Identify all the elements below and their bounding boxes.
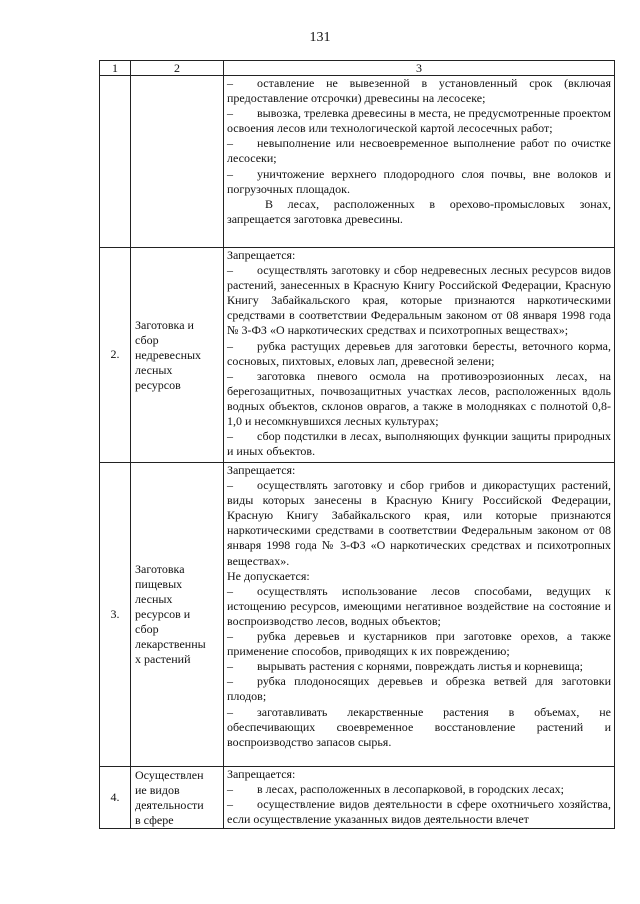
restriction-text: осуществление видов деятельности в сфере охотничьего хозяйства, если осуществление указанных видов деятельности влечет (227, 797, 611, 827)
restrictions-cell (224, 767, 615, 829)
restriction-text: вывозка, трелевка древесины в места, не предусмотренные проектом освоения лесов или технологической картой лесосечных работ; (227, 106, 611, 136)
activity-name-line: сбор (135, 332, 159, 347)
restriction-text: Запрещается: (227, 248, 296, 262)
dash-bullet-icon: – (227, 704, 233, 719)
table-header-row (100, 61, 615, 76)
row-number: 4. (100, 767, 131, 829)
row-number (100, 76, 131, 248)
activity-name-line: недревесных (135, 347, 202, 362)
activity-name-line: х растений (135, 652, 191, 666)
restriction-item (227, 705, 611, 750)
table-row (100, 767, 615, 829)
activity-name (131, 248, 224, 463)
activity-name (131, 76, 224, 248)
restriction-heading (227, 248, 611, 263)
restriction-text: оставление не вывезенной в установленный срок (включая предоставление отсрочки) древесины на лесосеке; (227, 76, 611, 106)
dash-bullet-icon: – (227, 338, 233, 353)
dash-bullet-icon: – (227, 674, 233, 689)
activity-name-line: лекарственны (135, 637, 206, 651)
restriction-item (227, 782, 611, 797)
activity-name-line: лесных (135, 592, 173, 606)
restriction-item (227, 263, 611, 338)
activity-name (131, 463, 224, 767)
restriction-item (227, 369, 611, 429)
activity-name-line: пищевых (135, 577, 183, 591)
restriction-text: рубка растущих деревьев для заготовки бересты, веточного корма, сосновых, пихтовых, еловых лап, древесной зелени; (227, 338, 611, 368)
restriction-item (227, 478, 611, 569)
restriction-text: осуществлять заготовку и сбор недревесных лесных ресурсов видов растений, занесенных в Красную Книгу Российской Федерации, Красную Книгу Забайкальского края, которые признаются наркотическими средствами в соответствии Федеральным законом от 08 января 1998 года № 3-ФЗ «О наркотических средствах и психотропных веществах»; (227, 263, 611, 338)
row-number: 2. (100, 248, 131, 463)
activity-name-line: Заготовка и (135, 317, 194, 332)
table-row (100, 248, 615, 463)
restriction-item (227, 136, 611, 166)
activity-name-line: ие видов (135, 782, 180, 797)
dash-bullet-icon: – (227, 429, 233, 444)
restriction-text: осуществлять использование лесов способами, ведущих к истощению ресурсов, имеющими негативное воздействие на состояние и воспроизводство лесов, водных объектов; (227, 583, 611, 628)
restriction-text: вырывать растения с корнями, повреждать листья и корневища; (257, 659, 584, 674)
restriction-text: осуществлять заготовку и сбор грибов и дикорастущих растений, виды которых занесены в Красную Книгу Российской Федерации, Красную Книгу Забайкальского края, или которые признаются наркотическими средствами в соответствии Федеральным законом от 08 января 1998 года № 3-ФЗ «О наркотических средствах и психотропных веществах». (227, 478, 611, 568)
restriction-text: заготавливать лекарственные растения в объемах, не обеспечивающих своевременное восстановление растений и воспроизводство запасов сырья. (227, 704, 611, 749)
activity-name-line: ресурсов (135, 377, 181, 392)
dash-bullet-icon: – (227, 659, 233, 674)
restriction-text: уничтожение верхнего плодородного слоя почвы, вне волоков и погрузочных площадок. (227, 166, 611, 196)
restriction-text: Не допускается: (227, 568, 310, 583)
activity-name-line: Осуществлен (135, 767, 204, 782)
dash-bullet-icon: – (227, 136, 233, 151)
restriction-text: в лесах, расположенных в лесопарковой, в городских лесах; (257, 782, 565, 797)
activity-name (131, 767, 224, 829)
dash-bullet-icon: – (227, 76, 233, 90)
restriction-heading (227, 569, 611, 584)
dash-bullet-icon: – (227, 106, 233, 121)
restriction-heading (227, 463, 611, 478)
activity-name-line: сбор (135, 622, 159, 636)
table-row (100, 463, 615, 767)
restriction-item (227, 659, 611, 674)
dash-bullet-icon: – (227, 782, 233, 797)
row-number: 3. (100, 463, 131, 767)
restriction-item (227, 339, 611, 369)
dash-bullet-icon: – (227, 478, 233, 493)
dash-bullet-icon: – (227, 583, 233, 598)
page-number: 131 (309, 30, 331, 45)
table-row (100, 76, 615, 248)
restrictions-cell (224, 463, 615, 767)
regulations-table (99, 60, 615, 829)
restriction-heading (227, 197, 611, 227)
dash-bullet-icon: – (227, 263, 233, 278)
activity-name-line: лесных (135, 362, 173, 377)
activity-name-line: ресурсов и (135, 607, 191, 621)
restriction-text: рубка плодоносящих деревьев и обрезка ветвей для заготовки плодов; (227, 674, 611, 704)
restrictions-cell (224, 76, 615, 248)
restriction-item (227, 167, 611, 197)
restrictions-cell (224, 248, 615, 463)
activity-name-line: деятельности (135, 797, 204, 812)
restriction-heading (227, 767, 611, 782)
dash-bullet-icon: – (227, 797, 233, 812)
restriction-text: Запрещается: (227, 463, 296, 477)
restriction-item (227, 629, 611, 659)
restriction-text: невыполнение или несвоевременное выполнение работ по очистке лесосеки; (227, 136, 611, 166)
dash-bullet-icon: – (227, 166, 233, 181)
activity-name-line: Заготовка (135, 562, 185, 576)
header-col-3: 3 (224, 61, 615, 76)
restriction-item (227, 584, 611, 629)
restriction-item (227, 674, 611, 704)
activity-name-line: в сфере (135, 812, 174, 827)
header-col-2: 2 (131, 61, 224, 76)
restriction-item (227, 797, 611, 827)
restriction-text: рубка деревьев и кустарников при заготовке орехов, а также применение способов, приводящих к их повреждению; (227, 629, 611, 659)
restriction-text: заготовка пневого осмола на противоэрозионных лесах, на берегозащитных, почвозащитных участках лесов, расположенных вдоль водных объектов, склонов оврагов, а также в молодняках с полнотой 0,8-1,0 и несомкнувшихся лесных культурах; (227, 368, 611, 429)
restriction-item (227, 106, 611, 136)
dash-bullet-icon: – (227, 368, 233, 383)
restriction-text: Запрещается: (227, 767, 296, 781)
restriction-text: В лесах, расположенных в орехово-промысловых зонах, запрещается заготовка древесины. (227, 196, 611, 226)
header-col-1: 1 (100, 61, 131, 76)
restriction-item (227, 429, 611, 459)
restriction-item (227, 76, 611, 106)
restriction-text: сбор подстилки в лесах, выполняющих функции защиты природных и иных объектов. (227, 429, 611, 459)
dash-bullet-icon: – (227, 629, 233, 644)
